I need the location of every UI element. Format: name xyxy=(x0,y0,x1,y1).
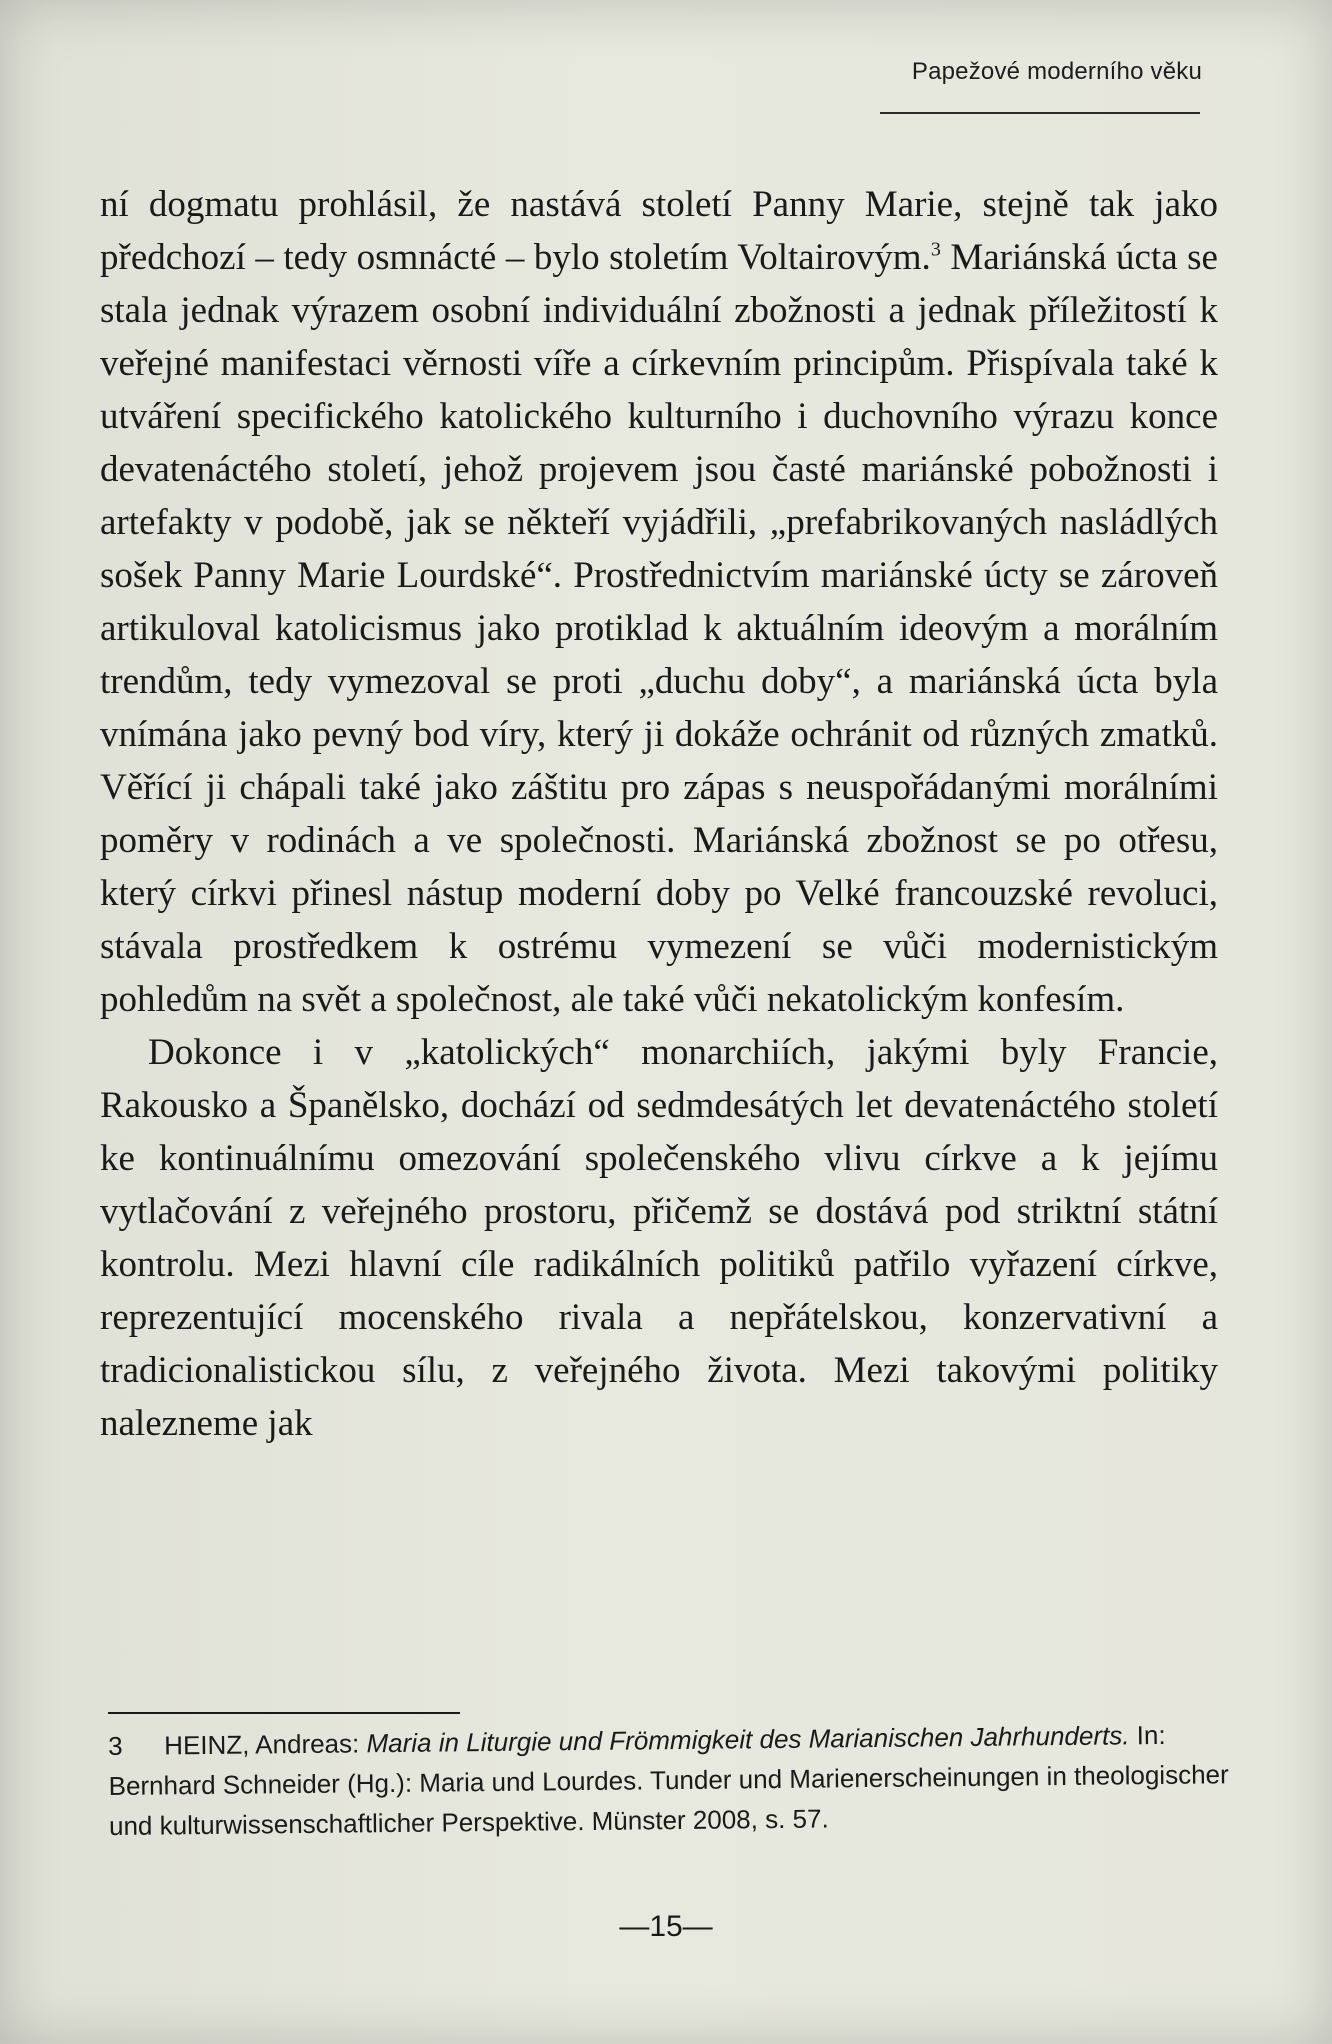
footnote-rest: In: Bernhard Schneider (Hg.): Maria und Lourdes. Tunder und Marienerscheinungen in theologischer und kulturwissenschaftlicher Perspektive. Münster 2008, s. 57. xyxy=(108,1719,1229,1841)
footnote-separator xyxy=(108,1712,460,1714)
footnote-author: HEINZ, Andreas: xyxy=(164,1728,367,1761)
body-text xyxy=(100,178,1218,1450)
paragraph-1 xyxy=(100,178,1218,1026)
footnote-reference: 3 xyxy=(930,238,941,261)
page-number: —15— xyxy=(619,1910,713,1943)
paragraph-1-text-a: ní dogmatu prohlásil, že nastává století Panny Marie, stejně tak jako předchozí – tedy osmnácté – bylo stoletím Voltairovým. xyxy=(100,184,1218,278)
running-head: Papežové moderního věku xyxy=(911,58,1202,85)
running-head-rule xyxy=(880,112,1200,114)
footnote xyxy=(108,1714,1239,1846)
footnote-number: 3 xyxy=(108,1730,123,1761)
paragraph-2: Dokonce i v „katolických“ monarchiích, jakými byly Francie, Rakousko a Španělsko, dochází od sedmdesátých let devatenáctého století ke kontinuálnímu omezování společenského vlivu církve a k jejímu vytlačování z veřejného prostoru, přičemž se dostává pod striktní státní kontrolu. Mezi hlavní cíle radikálních politiků patřilo vyřazení církve, reprezentující mocenského rivala a nepřátelskou, konzervativní a tradicionalistickou sílu, z veřejného života. Mezi takovými politiky nalezneme jak xyxy=(100,1032,1218,1444)
paragraph-1-text-b: Mariánská úcta se stala jednak výrazem osobní individuální zbožnosti a jednak příležitostí k veřejné manifestaci věrnosti víře a církevním principům. Přispívala také k utváření specifického katolického kulturního i duchovního výrazu konce devatenáctého století, jehož projevem jsou časté mariánské pobožnosti i artefakty v podobě, jak se někteří vyjádřili, „prefabrikovaných nasládlých sošek Panny Marie Lourdské“. Prostřednictvím mariánské úcty se zároveň artikuloval katolicismus jako protiklad k aktuálním ideovým a morálním trendům, tedy vymezoval se proti „duchu doby“, a mariánská úcta byla vnímána jako pevný bod víry, který ji dokáže ochránit od různých zmatků. Věřící ji chápali také jako záštitu pro zápas s neuspořádanými morálními poměry v rodinách a ve společnosti. Mariánská zbožnost se po otřesu, který církvi přinesl nástup moderní doby po Velké francouzské revoluci, stávala prostředkem k ostrému vymezení se vůči modernistickým pohledům na svět a společnost, ale také vůči nekatolickým konfesím. xyxy=(100,237,1218,1020)
footnote-title: Maria in Liturgie und Frömmigkeit des Marianischen Jahrhunderts. xyxy=(366,1720,1130,1759)
